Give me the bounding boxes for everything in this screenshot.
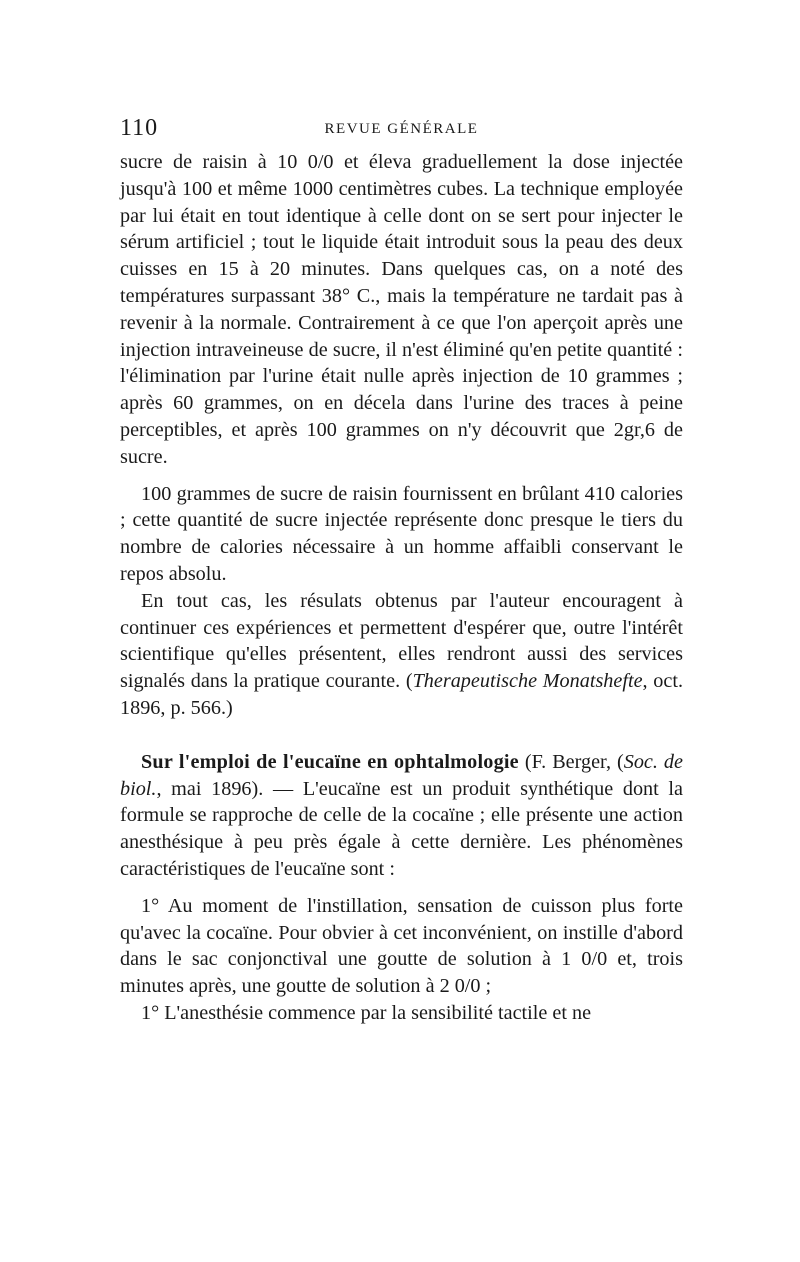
article-source: Soc. de biol. — [120, 750, 683, 800]
article-title: Sur l'emploi de l'eucaïne en ophtalmologie — [141, 750, 519, 773]
running-head — [120, 115, 683, 149]
paragraph-calories: 100 grammes de sucre de raisin fournissent en brûlant 410 calories ; cette quantité de sucre injectée représente donc presque le tiers du nombre de calories nécessaire à un homme affaibli conservant le repos absolu. — [120, 482, 683, 585]
citation-details: , oct. 1896, p. 566.) — [120, 670, 683, 719]
paragraph-article — [120, 749, 683, 883]
book-page — [120, 115, 683, 1027]
paragraph-point-two: 1° L'anesthésie commence par la sensibilité tactile et ne — [141, 1001, 592, 1024]
paragraph-continued: sucre de raisin à 10 0/0 et éleva graduellement la dose injectée jusqu'à 100 et même 1000 centimètres cubes. La technique employée par lui était en tout identique à celle dont on se sert pour injecter le sérum artificiel ; tout le liquide était introduit sous la peau des deux cuisses en 15 à 20 minutes. Dans quelques cas, on a noté des températures surpassant 38° C., mais la température ne tardait pas à revenir à la normale. Contrairement à ce que l'on aperçoit après une injection intraveineuse de sucre, il n'est éliminé qu'en petite quantité : l'élimination par l'urine était nulle après injection de 10 grammes ; après 60 grammes, on en décela dans l'urine des traces à peine perceptibles, et après 100 grammes on n'y découvrit que 2gr,6 de sucre. — [120, 151, 683, 468]
paragraph-point-one: 1° Au moment de l'instillation, sensation de cuisson plus forte qu'avec la cocaïne. Pour obvier à cet inconvénient, on instille d'abord dans le sac conjonctival une goutte de solution à 1 0/0 et, trois minutes après, une goutte de solution à 2 0/0 ; — [120, 894, 683, 998]
paragraph-conclusion — [120, 588, 683, 722]
running-title: REVUE GÉNÉRALE — [324, 121, 479, 137]
citation-journal: Therapeutische Monatshefte — [412, 670, 643, 693]
page-number: 110 — [120, 115, 159, 141]
body-text — [120, 149, 683, 1027]
article-body: , mai 1896). — L'eucaïne est un produit synthétique dont la formule se rapproche de celle de la cocaïne ; elle présente une action anesthésique à peu près égale à cette dernière. Les phénomènes caractéristiques de l'eucaïne sont : — [120, 777, 683, 880]
conclusion-text: En tout cas, les résulats obtenus par l'auteur encouragent à continuer ces expériences et permettent d'espérer que, outre l'intérêt scientifique qu'elles présentent, elles rendront aussi des services signalés dans la pratique courante. ( — [120, 589, 683, 693]
article-author: (F. Berger, ( — [518, 750, 624, 773]
